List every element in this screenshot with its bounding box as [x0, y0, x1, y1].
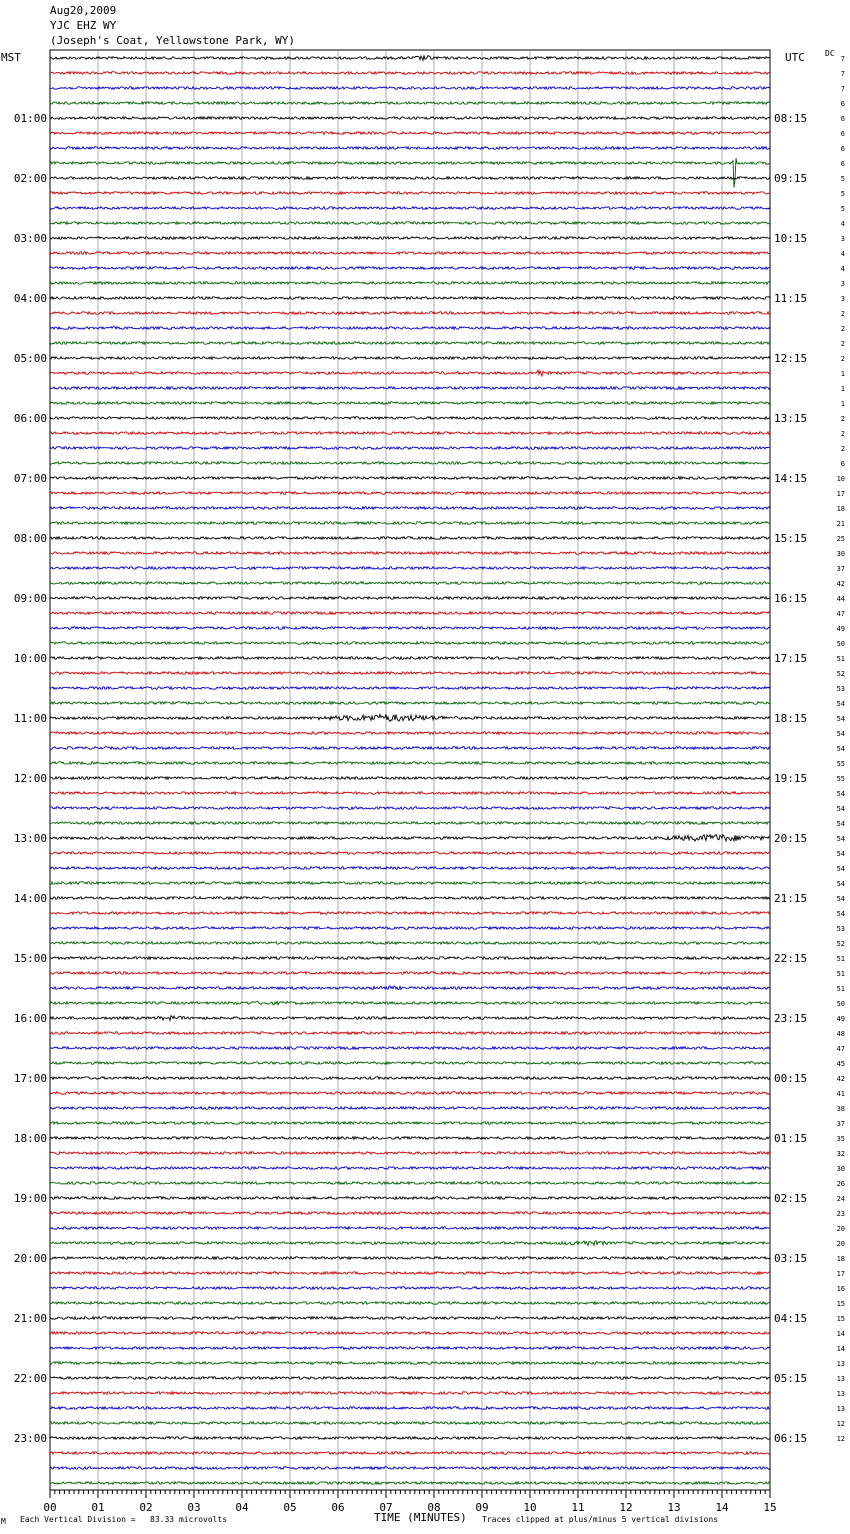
seismic-trace	[50, 1272, 770, 1275]
seismic-trace	[50, 1016, 770, 1021]
seismic-trace	[50, 627, 770, 630]
x-tick-label: 07	[379, 1501, 393, 1514]
seismic-trace	[50, 642, 770, 645]
mst-hour-label: 07:00	[13, 472, 47, 485]
utc-hour-label: 16:15	[774, 592, 808, 605]
mst-hour-label: 08:00	[13, 532, 47, 545]
seismic-trace	[50, 942, 770, 945]
seismic-trace	[50, 312, 770, 315]
dc-offset-value: 20	[836, 1225, 845, 1233]
dc-offset-value: 6	[840, 460, 845, 468]
mst-hour-label: 05:00	[13, 352, 47, 365]
seismic-trace	[50, 582, 770, 585]
dc-offset-value: 2	[840, 325, 845, 333]
seismic-trace	[50, 552, 770, 555]
mst-hour-label: 02:00	[13, 172, 47, 185]
dc-offset-value: 17	[836, 490, 845, 498]
dc-offset-value: 18	[836, 505, 845, 513]
seismic-trace	[50, 1347, 770, 1350]
dc-offset-value: 7	[840, 70, 845, 78]
seismic-trace	[50, 714, 770, 721]
dc-offset-value: 41	[836, 1090, 845, 1098]
utc-hour-label: 20:15	[774, 832, 808, 845]
seismic-trace	[50, 972, 770, 975]
dc-offset-value: 54	[836, 850, 845, 858]
mst-hour-label: 11:00	[13, 712, 47, 725]
x-tick-label: 01	[91, 1501, 105, 1514]
dc-offset-value: 12	[836, 1420, 845, 1428]
dc-offset-value: 53	[836, 925, 845, 933]
corner-mark: M	[1, 1517, 6, 1526]
seismic-trace	[50, 912, 770, 915]
seismic-trace	[50, 1437, 770, 1440]
dc-offset-value: 53	[836, 685, 845, 693]
mst-hour-label: 10:00	[13, 652, 47, 665]
dc-offset-value: 23	[836, 1210, 845, 1218]
dc-offset-value: 54	[836, 910, 845, 918]
mst-hour-label: 01:00	[13, 112, 47, 125]
x-axis-title: TIME (MINUTES)	[374, 1511, 467, 1524]
dc-offset-value: 13	[836, 1375, 845, 1383]
dc-offset-value: 47	[836, 610, 845, 618]
dc-offset-value: 18	[836, 1255, 845, 1263]
seismic-trace	[50, 762, 770, 765]
dc-offset-value: 4	[840, 265, 845, 273]
x-tick-label: 14	[715, 1501, 729, 1514]
dc-offset-value: 10	[836, 475, 845, 483]
utc-hour-label: 18:15	[774, 712, 808, 725]
dc-offset-value: 54	[836, 790, 845, 798]
dc-offset-value: 13	[836, 1360, 845, 1368]
seismic-trace	[50, 1212, 770, 1215]
seismic-trace	[50, 357, 770, 360]
x-tick-label: 15	[763, 1501, 777, 1514]
dc-offset-value: 6	[840, 100, 845, 108]
seismic-trace	[50, 207, 770, 210]
dc-offset-value: 2	[840, 355, 845, 363]
dc-offset-value: 55	[836, 775, 845, 783]
seismic-trace	[50, 882, 770, 885]
utc-hour-label: 17:15	[774, 652, 808, 665]
seismic-trace	[50, 1077, 770, 1080]
dc-offset-value: 21	[836, 520, 845, 528]
seismic-trace	[50, 672, 770, 675]
seismic-trace	[50, 807, 770, 810]
seismic-trace	[50, 777, 770, 780]
seismic-trace	[50, 1302, 770, 1305]
dc-offset-value: 51	[836, 970, 845, 978]
station-code: YJC EHZ WY	[50, 19, 117, 32]
seismic-trace	[50, 1197, 770, 1200]
seismic-trace	[50, 1167, 770, 1170]
seismic-trace	[50, 432, 770, 435]
mst-hour-label: 22:00	[13, 1372, 47, 1385]
dc-offset-value: 51	[836, 985, 845, 993]
dc-offset-value: 52	[836, 940, 845, 948]
seismic-trace	[50, 1377, 770, 1380]
seismic-trace	[50, 1137, 770, 1140]
mst-hour-label: 20:00	[13, 1252, 47, 1265]
x-tick-label: 09	[475, 1501, 489, 1514]
utc-hour-label: 11:15	[774, 292, 808, 305]
seismic-trace	[50, 447, 770, 450]
dc-offset-value: 30	[836, 1165, 845, 1173]
seismic-trace	[50, 87, 770, 90]
seismic-trace	[50, 702, 770, 705]
x-tick-label: 12	[619, 1501, 633, 1514]
dc-offset-value: 54	[836, 700, 845, 708]
seismic-trace	[50, 822, 770, 825]
dc-offset-value: 52	[836, 670, 845, 678]
dc-offset-value: 51	[836, 955, 845, 963]
dc-offset-value: 3	[840, 295, 845, 303]
left-timezone-label: MST	[1, 51, 21, 64]
seismic-trace	[50, 537, 770, 540]
seismic-trace	[50, 852, 770, 855]
scale-note: Each Vertical Division = 83.33 microvolts	[20, 1515, 228, 1524]
utc-hour-label: 05:15	[774, 1372, 808, 1385]
seismic-trace	[50, 222, 770, 225]
seismic-trace	[50, 597, 770, 600]
dc-offset-value: 2	[840, 415, 845, 423]
seismic-trace	[50, 267, 770, 270]
seismic-trace	[50, 1241, 770, 1246]
seismic-trace	[50, 297, 770, 300]
utc-hour-label: 13:15	[774, 412, 808, 425]
dc-offset-value: 37	[836, 1120, 845, 1128]
dc-offset-value: 14	[836, 1345, 845, 1353]
utc-hour-label: 06:15	[774, 1432, 808, 1445]
utc-hour-label: 09:15	[774, 172, 808, 185]
mst-hour-label: 13:00	[13, 832, 47, 845]
dc-offset-value: 6	[840, 115, 845, 123]
x-tick-label: 03	[187, 1501, 201, 1514]
dc-offset-value: 54	[836, 745, 845, 753]
dc-offset-value: 13	[836, 1405, 845, 1413]
dc-offset-value: 54	[836, 880, 845, 888]
mst-hour-label: 09:00	[13, 592, 47, 605]
dc-offset-value: 1	[840, 400, 845, 408]
seismic-trace	[50, 657, 770, 660]
x-tick-label: 13	[667, 1501, 681, 1514]
seismic-trace	[50, 72, 770, 75]
dc-offset-value: 47	[836, 1045, 845, 1053]
dc-offset-value: 42	[836, 1075, 845, 1083]
dc-offset-value: 24	[836, 1195, 845, 1203]
dc-offset-value: 45	[836, 1060, 845, 1068]
seismic-trace	[50, 370, 770, 376]
seismic-trace	[50, 1227, 770, 1230]
seismic-trace	[50, 117, 770, 120]
dc-offset-value: 2	[840, 310, 845, 318]
dc-offset-value: 1	[840, 385, 845, 393]
seismic-trace	[50, 147, 770, 150]
dc-offset-value: 3	[840, 235, 845, 243]
utc-hour-label: 12:15	[774, 352, 808, 365]
utc-hour-label: 23:15	[774, 1012, 808, 1025]
dc-offset-value: 54	[836, 715, 845, 723]
seismic-trace	[50, 55, 770, 60]
seismic-trace	[50, 492, 770, 495]
x-tick-label: 10	[523, 1501, 537, 1514]
seismic-trace	[50, 1092, 770, 1095]
right-timezone-label: UTC	[785, 51, 805, 64]
x-tick-label: 02	[139, 1501, 153, 1514]
seismic-trace	[50, 462, 770, 465]
seismic-trace	[50, 1407, 770, 1410]
utc-hour-label: 10:15	[774, 232, 808, 245]
seismic-trace	[50, 1257, 770, 1260]
mst-hour-label: 21:00	[13, 1312, 47, 1325]
dc-offset-value: 6	[840, 130, 845, 138]
seismic-trace	[50, 1047, 770, 1050]
dc-offset-value: 32	[836, 1150, 845, 1158]
seismic-trace	[50, 158, 770, 187]
dc-offset-value: 6	[840, 145, 845, 153]
dc-offset-value: 54	[836, 835, 845, 843]
seismic-trace	[50, 1122, 770, 1125]
dc-offset-value: 15	[836, 1315, 845, 1323]
seismic-trace	[50, 402, 770, 405]
mst-hour-label: 14:00	[13, 892, 47, 905]
seismic-trace	[50, 1482, 770, 1485]
dc-offset-value: 30	[836, 550, 845, 558]
utc-hour-label: 14:15	[774, 472, 808, 485]
seismic-trace	[50, 1287, 770, 1290]
utc-hour-label: 19:15	[774, 772, 808, 785]
seismic-trace	[50, 1452, 770, 1455]
seismic-trace	[50, 522, 770, 525]
seismic-trace	[50, 1032, 770, 1035]
dc-offset-value: 54	[836, 820, 845, 828]
dc-offset-value: 13	[836, 1390, 845, 1398]
dc-offset-value: 5	[840, 190, 845, 198]
seismic-trace	[50, 1062, 770, 1065]
seismic-trace	[50, 327, 770, 330]
seismic-trace	[50, 417, 770, 420]
mst-hour-label: 04:00	[13, 292, 47, 305]
x-tick-label: 11	[571, 1501, 585, 1514]
dc-offset-value: 4	[840, 250, 845, 258]
dc-offset-value: 16	[836, 1285, 845, 1293]
seismic-trace	[50, 957, 770, 960]
seismic-trace	[50, 1467, 770, 1470]
seismic-trace	[50, 1152, 770, 1155]
seismic-trace	[50, 1182, 770, 1185]
dc-offset-value: 49	[836, 1015, 845, 1023]
utc-hour-label: 00:15	[774, 1072, 808, 1085]
seismic-trace	[50, 1107, 770, 1110]
utc-hour-label: 04:15	[774, 1312, 808, 1325]
dc-offset-value: 35	[836, 1135, 845, 1143]
seismic-trace	[50, 1422, 770, 1425]
utc-hour-label: 01:15	[774, 1132, 808, 1145]
dc-offset-value: 26	[836, 1180, 845, 1188]
seismic-trace	[50, 477, 770, 480]
dc-offset-value: 4	[840, 220, 845, 228]
seismic-trace	[50, 132, 770, 135]
seismic-trace	[50, 1362, 770, 1365]
seismic-trace	[50, 192, 770, 195]
mst-hour-label: 16:00	[13, 1012, 47, 1025]
mst-hour-label: 19:00	[13, 1192, 47, 1205]
dc-offset-value: 2	[840, 445, 845, 453]
seismic-trace	[50, 507, 770, 510]
dc-offset-value: 25	[836, 535, 845, 543]
dc-offset-value: 38	[836, 1105, 845, 1113]
dc-offset-value: 44	[836, 595, 845, 603]
mst-hour-label: 15:00	[13, 952, 47, 965]
seismic-trace	[50, 177, 770, 180]
dc-offset-value: 2	[840, 340, 845, 348]
dc-offset-value: 17	[836, 1270, 845, 1278]
dc-offset-value: 15	[836, 1300, 845, 1308]
x-tick-label: 06	[331, 1501, 345, 1514]
dc-offset-value: 2	[840, 430, 845, 438]
seismic-trace	[50, 282, 770, 285]
dc-offset-value: 48	[836, 1030, 845, 1038]
seismic-trace	[50, 687, 770, 690]
mst-hour-label: 17:00	[13, 1072, 47, 1085]
x-tick-label: 04	[235, 1501, 249, 1514]
dc-offset-value: 37	[836, 565, 845, 573]
mst-hour-label: 23:00	[13, 1432, 47, 1445]
seismic-trace	[50, 732, 770, 735]
clip-note: Traces clipped at plus/minus 5 vertical divisions	[482, 1515, 719, 1524]
mst-hour-label: 12:00	[13, 772, 47, 785]
dc-offset-value: 42	[836, 580, 845, 588]
mst-hour-label: 03:00	[13, 232, 47, 245]
dc-offset-value: 55	[836, 760, 845, 768]
dc-offset-value: 54	[836, 865, 845, 873]
seismic-trace	[50, 792, 770, 795]
seismic-trace	[50, 1392, 770, 1395]
seismic-trace	[50, 387, 770, 390]
dc-offset-value: 50	[836, 640, 845, 648]
dc-offset-value: 5	[840, 175, 845, 183]
mst-hour-label: 18:00	[13, 1132, 47, 1145]
dc-offset-value: 54	[836, 805, 845, 813]
utc-hour-label: 02:15	[774, 1192, 808, 1205]
seismic-trace	[50, 747, 770, 750]
seismic-trace	[50, 1001, 770, 1005]
seismic-trace	[50, 612, 770, 615]
dc-offset-value: 54	[836, 895, 845, 903]
dc-offset-value: 51	[836, 655, 845, 663]
utc-hour-label: 22:15	[774, 952, 808, 965]
seismic-trace	[50, 986, 770, 990]
x-tick-label: 08	[427, 1501, 441, 1514]
dc-offset-value: 1	[840, 370, 845, 378]
dc-offset-value: 6	[840, 160, 845, 168]
x-tick-label: 00	[43, 1501, 57, 1514]
seismic-trace	[50, 237, 770, 240]
station-location: (Joseph's Coat, Yellowstone Park, WY)	[50, 34, 296, 47]
seismic-trace	[50, 1332, 770, 1335]
seismic-trace	[50, 342, 770, 345]
seismic-trace	[50, 252, 770, 255]
dc-offset-value: 54	[836, 730, 845, 738]
dc-offset-value: 14	[836, 1330, 845, 1338]
dc-offset-value: 3	[840, 280, 845, 288]
seismic-trace	[50, 897, 770, 900]
plot-date: Aug20,2009	[50, 4, 117, 17]
seismic-trace	[50, 1317, 770, 1320]
seismic-trace	[50, 835, 770, 842]
dc-offset-value: 5	[840, 205, 845, 213]
dc-offset-value: 12	[836, 1435, 845, 1443]
seismic-trace	[50, 927, 770, 930]
dc-offset-value: 20	[836, 1240, 845, 1248]
seismic-trace	[50, 867, 770, 870]
mst-hour-label: 06:00	[13, 412, 47, 425]
seismic-trace	[50, 102, 770, 105]
utc-hour-label: 15:15	[774, 532, 808, 545]
dc-header: DC	[825, 49, 835, 58]
utc-hour-label: 21:15	[774, 892, 808, 905]
dc-offset-value: 7	[840, 55, 845, 63]
utc-hour-label: 08:15	[774, 112, 808, 125]
dc-offset-value: 7	[840, 85, 845, 93]
utc-hour-label: 03:15	[774, 1252, 808, 1265]
x-tick-label: 05	[283, 1501, 297, 1514]
dc-offset-value: 49	[836, 625, 845, 633]
dc-offset-value: 50	[836, 1000, 845, 1008]
seismic-trace	[50, 567, 770, 570]
